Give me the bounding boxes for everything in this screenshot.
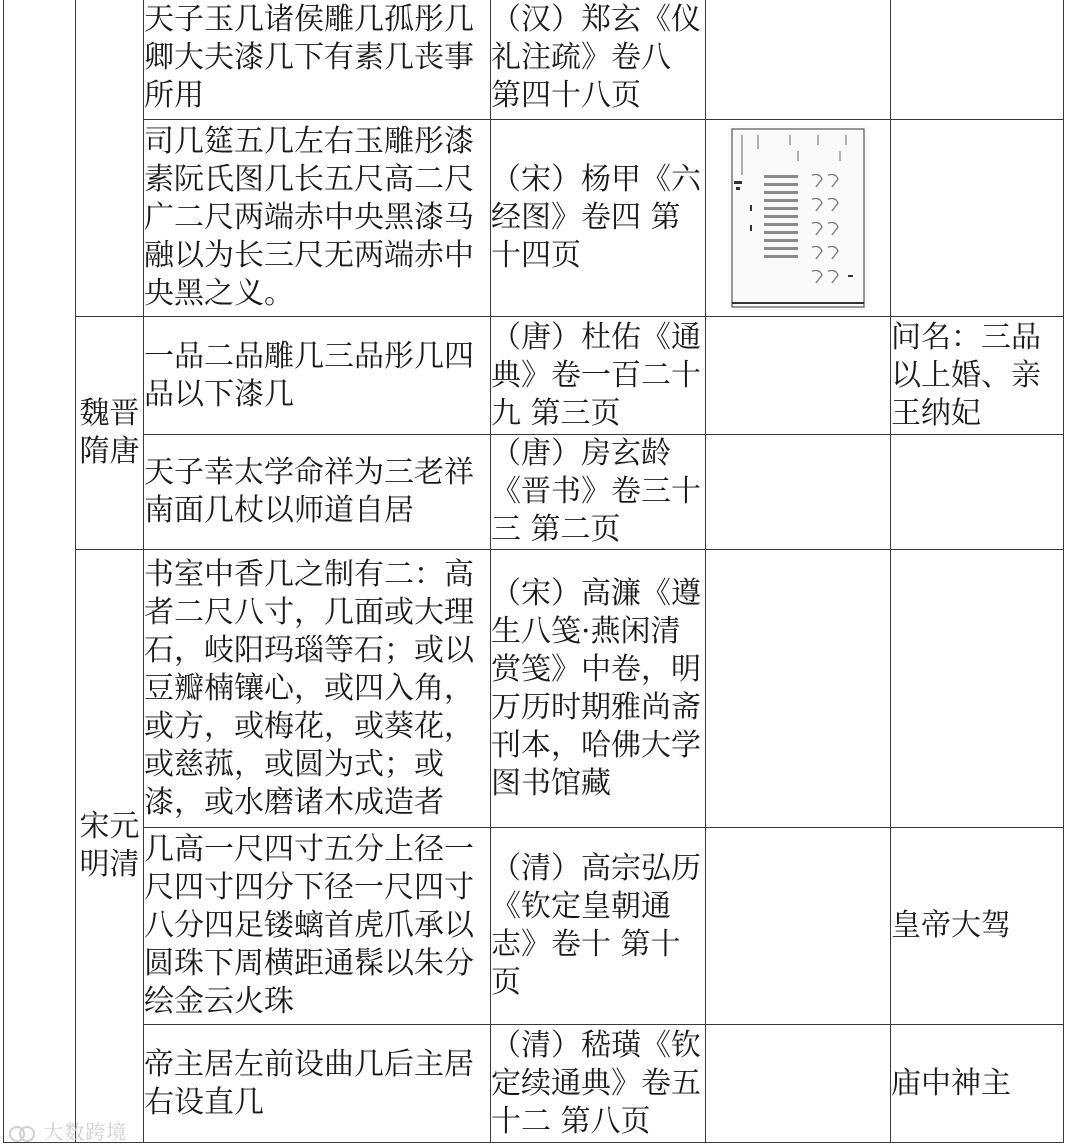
note-cell [891, 0, 1064, 120]
watermark [8, 1116, 127, 1145]
note-cell [891, 435, 1064, 550]
description-cell: 帝主居左前设曲几后主居右设直几 [144, 1025, 491, 1143]
records-table [3, 0, 1064, 1143]
note-cell: 问名：三品以上婚、亲王纳妃 [891, 317, 1064, 435]
watermark-text: 大数跨境 [43, 1120, 128, 1144]
image-cell [706, 0, 891, 120]
source-cell: （唐）房玄龄《晋书》卷三十三 第二页 [491, 435, 706, 550]
period-cell-empty [76, 0, 144, 317]
image-cell [706, 828, 891, 1025]
table-row [4, 120, 1064, 317]
description-cell: 天子玉几诸侯雕几孤彤几卿大夫漆几下有素几丧事所用 [144, 0, 491, 120]
note-cell: 皇帝大驾 [891, 828, 1064, 1025]
description-cell: 司几筵五几左右玉雕彤漆素阮氏图几长五尺高二尺广二尺两端赤中央黑漆马融以为长三尺无两端赤中央黑之义。 [144, 120, 491, 317]
source-cell: （清）高宗弘历《钦定皇朝通志》卷十 第十页 [491, 828, 706, 1025]
note-cell [891, 550, 1064, 828]
description-cell: 天子幸太学命祥为三老祥南面几杖以师道自居 [144, 435, 491, 550]
image-cell [706, 435, 891, 550]
table-row [4, 828, 1064, 1025]
table-row [4, 1025, 1064, 1143]
source-cell: （宋）高濂《遵生八笺·燕闲清赏笺》中卷，明万历时期雅尚斋刊本，哈佛大学图书馆藏 [491, 550, 706, 828]
source-cell: （汉）郑玄《仪礼注疏》卷八 第四十八页 [491, 0, 706, 120]
table-row [4, 550, 1064, 828]
table-row [4, 0, 1064, 120]
lead-column [4, 0, 76, 1143]
source-cell: （唐）杜佑《通典》卷一百二十九 第三页 [491, 317, 706, 435]
image-cell [706, 550, 891, 828]
description-cell: 一品二品雕几三品彤几四品以下漆几 [144, 317, 491, 435]
table-row [4, 317, 1064, 435]
table-row [4, 435, 1064, 550]
description-cell: 书室中香几之制有二：高者二尺八寸，几面或大理石，岐阳玛瑙等石；或以豆瓣楠镶心，或四入角，或方，或梅花，或葵花，或慈菰，或圆为式；或漆，或水磨诸木成造者 [144, 550, 491, 828]
watermark-logo-icon [8, 1124, 36, 1144]
note-cell: 庙中神主 [891, 1025, 1064, 1143]
note-cell [891, 120, 1064, 317]
source-cell: （清）嵇璜《钦定续通典》卷五十二 第八页 [491, 1025, 706, 1143]
period-cell: 宋元明清 [76, 550, 144, 1143]
period-cell: 魏晋隋唐 [76, 317, 144, 550]
description-cell: 几高一尺四寸五分上径一尺四寸四分下径一尺四寸八分四足镂螭首虎爪承以圆珠下周横距通髹以朱分绘金云火珠 [144, 828, 491, 1025]
source-cell: （宋）杨甲《六经图》卷四 第十四页 [491, 120, 706, 317]
image-cell [706, 120, 891, 317]
book-page-scan-image [728, 125, 868, 311]
image-cell [706, 317, 891, 435]
image-cell [706, 1025, 891, 1143]
